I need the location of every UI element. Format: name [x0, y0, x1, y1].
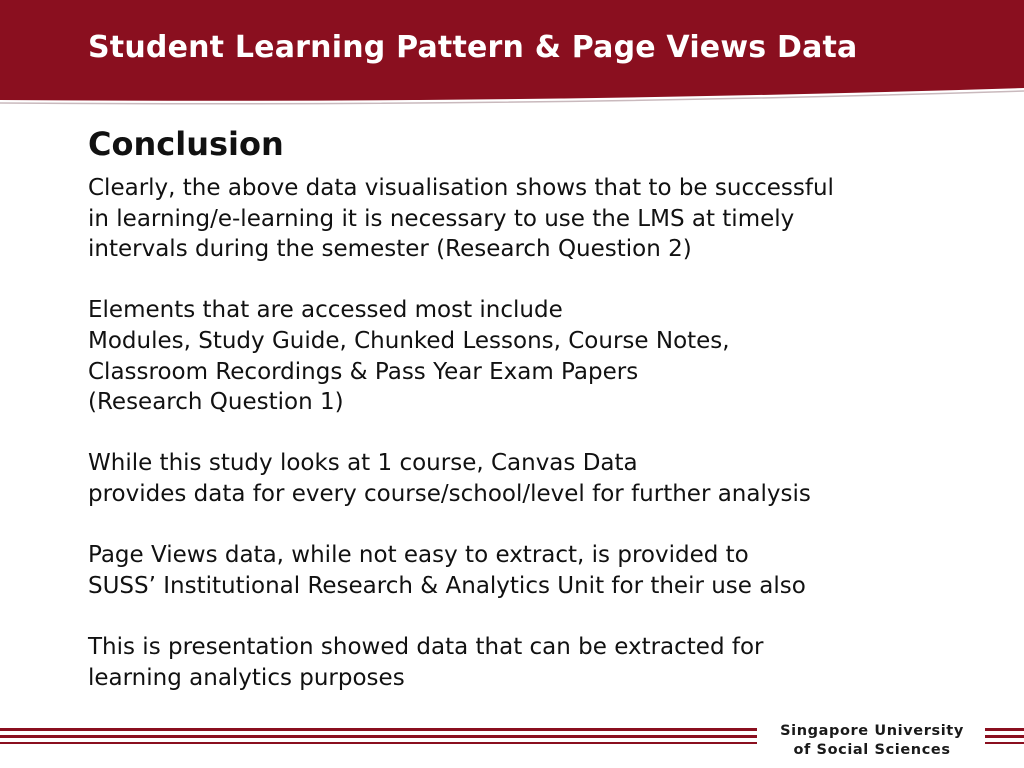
text-line: intervals during the semester (Research Question 2) [88, 236, 692, 263]
footer-rule-left [0, 728, 757, 748]
paragraph-learning-analytics [88, 632, 968, 693]
university-logo [772, 722, 972, 760]
text-line: in learning/e-learning it is necessary to use the LMS at timely [88, 205, 795, 232]
footer-rule [985, 742, 1024, 744]
footer-rule [0, 735, 757, 738]
text-line: Elements that are accessed most include [88, 297, 563, 324]
text-line: Modules, Study Guide, Chunked Lessons, Course Notes, [88, 327, 730, 354]
text-line: learning analytics purposes [88, 664, 405, 691]
paragraph-research-question-2 [88, 173, 968, 265]
footer-rule [985, 728, 1024, 731]
footer-rule [0, 728, 757, 731]
text-line: This is presentation showed data that can be extracted for [88, 633, 764, 660]
footer-rule [985, 735, 1024, 738]
paragraph-page-views [88, 540, 968, 601]
logo-line-2: of Social Sciences [793, 742, 951, 758]
paragraph-canvas-data [88, 448, 968, 509]
text-line: provides data for every course/school/level for further analysis [88, 480, 811, 507]
text-line: Page Views data, while not easy to extract, is provided to [88, 542, 749, 569]
text-line: Classroom Recordings & Pass Year Exam Papers [88, 358, 639, 385]
text-line: Clearly, the above data visualisation shows that to be successful [88, 175, 834, 201]
slide-title: Student Learning Pattern & Page Views Data [88, 30, 858, 65]
text-line: While this study looks at 1 course, Canvas Data [88, 450, 638, 477]
text-line: SUSS’ Institutional Research & Analytics Unit for their use also [88, 572, 806, 599]
text-line: (Research Question 1) [88, 389, 344, 416]
footer-rule [0, 742, 757, 744]
footer-rule-right [985, 728, 1024, 748]
logo-line-1: Singapore University [780, 723, 964, 739]
paragraph-research-question-1 [88, 295, 968, 417]
content-area [88, 123, 968, 724]
section-heading: Conclusion [88, 125, 284, 163]
